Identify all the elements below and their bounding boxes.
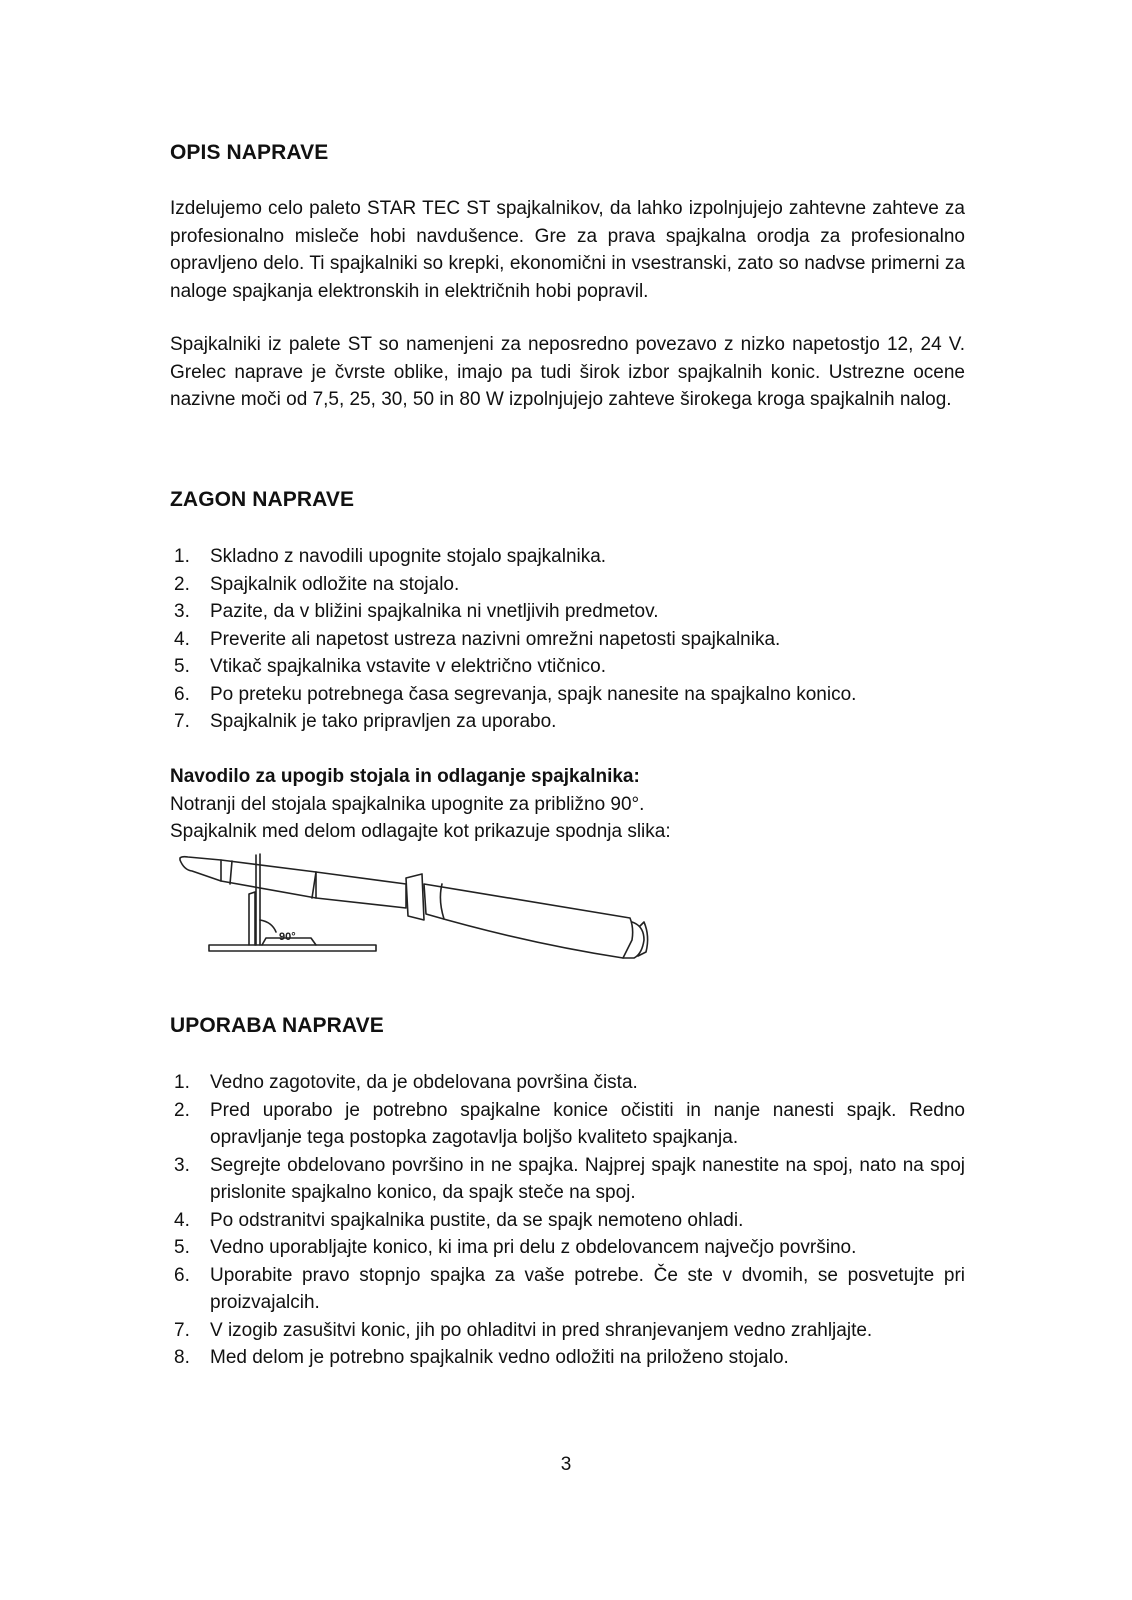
section-heading-uporaba: UPORABA NAPRAVE [170,1014,384,1037]
stand-instructions-title: Navodilo za upogib stojala in odlaganje spajkalnika: [170,766,640,787]
stand-instructions-line-2: Spajkalnik med delom odlagajte kot prikazuje spodnja slika: [170,821,671,842]
list-item: 7. Spajkalnik je tako pripravljen za uporabo. [174,711,557,732]
section-heading-opis: OPIS NAPRAVE [170,141,329,164]
startup-steps-list [170,543,965,736]
soldering-iron-stand-illustration [176,848,676,973]
page-number: 3 [560,1454,572,1475]
list-item: 5. Vedno uporabljajte konico, ki ima pri delu z obdelovancem največjo površino. [174,1237,857,1258]
stand-instructions-line-1: Notranji del stojala spajkalnika upognite za približno 90°. [170,793,645,815]
paragraph-voltage-power: Spajkalniki iz palete ST so namenjeni za neposredno povezavo z nizko napetostjo 12, 24 V. Grelec naprave je čvrste oblike, imajo pa tudi širok izbor spajkalnih konic. Ustrezne ocene nazivne moči od 7,5, 25, 30, 50 in 80 W izpolnjujejo zahteve širokega kroga spajkalnih nalog. [170,334,965,410]
list-item: 1. Skladno z navodili upognite stojalo spajkalnika. [174,546,607,567]
list-item: 2. Spajkalnik odložite na stojalo. [174,573,460,595]
list-item: 8. Med delom je potrebno spajkalnik vedno odložiti na priloženo stojalo. [174,1347,789,1368]
soldering-tip [180,857,221,881]
list-item: 6. Uporabite pravo stopnjo spajka za vaše potrebe. Če ste v dvomih, se posvetujte pri proizvajalcih. [174,1264,965,1313]
soldering-iron-on-stand-drawing [176,848,676,973]
handle-grip-line [440,884,444,919]
stand-bent-leg [249,892,255,945]
soldering-handle [424,884,633,958]
list-item: 2. Pred uporabo je potrebno spajkalne konice očistiti in nanje nanesti spajk. Redno opravljanje tega postopka zagotavlja boljšo kvaliteto spajkanja. [174,1099,965,1148]
angle-arc [260,920,276,932]
stand-base-plate [209,945,376,951]
list-item: 3. Pazite, da v bližini spajkalnika ni vnetljivih predmetov. [174,601,659,622]
list-item: 5. Vtikač spajkalnika vstavite v električno vtičnico. [174,656,606,677]
list-item: 7. V izogib zasušitvi konic, jih po ohladitvi in pred shranjevanjem vedno zrahljajte. [174,1319,873,1341]
list-item: 3. Segrejte obdelovano površino in ne spajka. Najprej spajk nanestite na spoj, nato na spoj prislonite spajkalno konico, da spajk steče na spoj. [174,1154,965,1203]
soldering-barrel [221,860,316,898]
list-item: 1. Vedno zagotovite, da je obdelovana površina čista. [174,1072,638,1093]
list-item: 4. Po odstranitvi spajkalnika pustite, da se spajk nemoteno ohladi. [174,1209,744,1231]
handle-collar [406,874,424,920]
soldering-shaft [316,872,406,908]
stand-upright [256,854,260,945]
list-item: 4. Preverite ali napetost ustreza nazivni omrežni napetosti spajkalnika. [174,628,781,650]
stand-instructions [170,763,965,846]
section-heading-zagon: ZAGON NAPRAVE [170,488,355,511]
barrel-ring [230,861,232,884]
paragraph-description: Izdelujemo celo paleto STAR TEC ST spajkalnikov, da lahko izpolnjujejo zahtevne zahteve za profesionalno misleče hobi navdušence. Gre za prava spajkalna orodja za profesionalno opravljeno delo. Ti spajkalniki so krepki, ekonomični in vsestranski, zato so nadvse primerni za naloge spajkanja elektronskih in električnih hobi popravil. [170,198,965,302]
usage-steps-list [170,1069,965,1372]
angle-label: 90° [279,931,296,943]
list-item: 6. Po preteku potrebnega časa segrevanja, spajk nanesite na spajkalno konico. [174,683,857,705]
